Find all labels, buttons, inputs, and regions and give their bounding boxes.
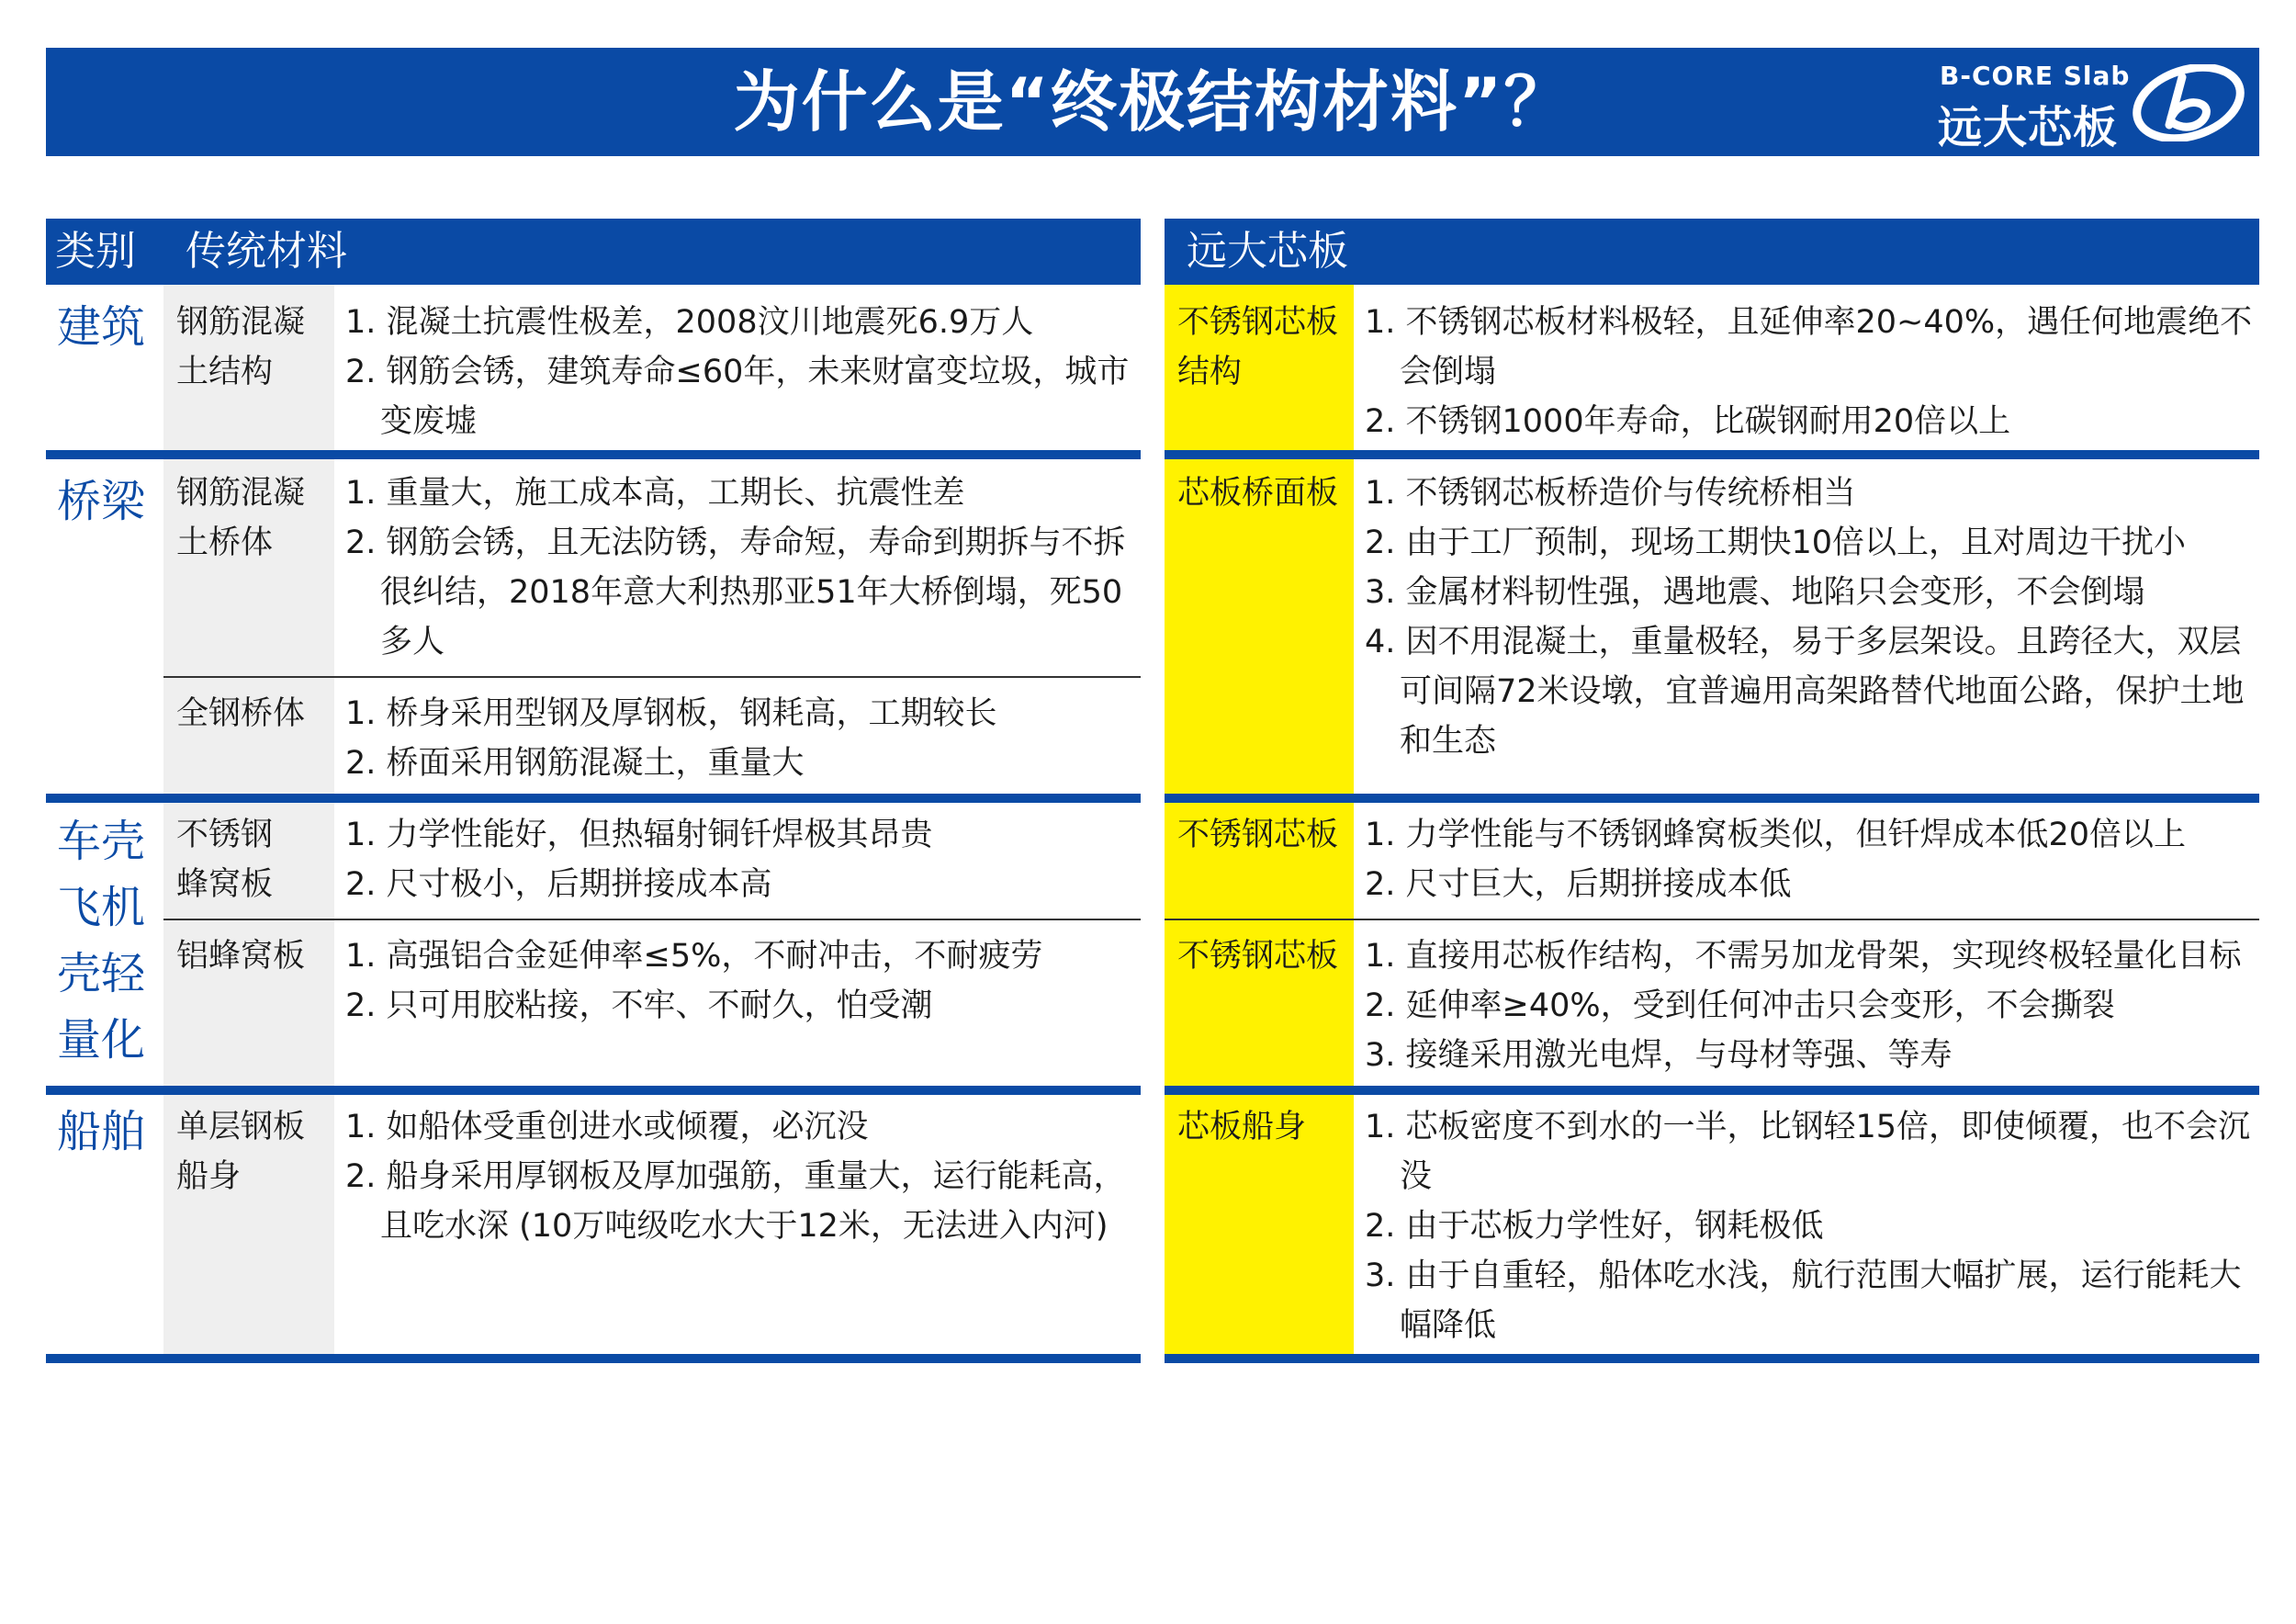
page-title: 为什么是“终极结构材料”？ (733, 63, 1572, 141)
sub-row-separator (163, 676, 1141, 678)
material-name-line: 结构 (1177, 354, 1243, 390)
broad-b-logo-icon (2129, 64, 2248, 141)
brand-name-cn: 远大芯板 (1938, 102, 2119, 153)
list-item: 1. 芯板密度不到水的一半，比钢轻15倍，即使倾覆，也不会沉没 (1365, 1109, 2251, 1195)
broad-items (1365, 810, 2254, 909)
category-vehicle-line: 量化 (57, 1014, 146, 1066)
material-name (176, 468, 305, 568)
material-name-line: 不锈钢芯板 (1177, 304, 1339, 341)
list-item: 2. 桥面采用钢筋混凝土，重量大 (345, 745, 805, 782)
category-vehicle-line: 车壳 (57, 816, 146, 867)
category-vehicle-line: 飞机 (57, 882, 146, 933)
list-item: 2. 钢筋会锈，且无法防锈，寿命短，寿命到期拆与不拆很纠结，2018年意大利热那亚51年大桥倒塌，死50多人 (345, 524, 1126, 660)
material-name-line: 全钢桥体 (176, 695, 306, 732)
list-item: 1. 高强铝合金延伸率≤5%，不耐冲击，不耐疲劳 (345, 938, 1043, 975)
list-item: 1. 桥身采用型钢及厚钢板，钢耗高，工期较长 (345, 695, 997, 732)
broad-material-name (1177, 468, 1338, 518)
list-item: 1. 不锈钢芯板桥造价与传统桥相当 (1365, 475, 1856, 512)
category-bridge: 桥梁 (57, 476, 146, 527)
material-name-line: 不锈钢芯板 (1177, 817, 1339, 853)
broad-items (1365, 931, 2254, 1080)
list-item: 1. 力学性能好，但热辐射铜钎焊极其昂贵 (345, 817, 933, 853)
category-ship: 船舶 (57, 1106, 146, 1157)
category-building: 建筑 (57, 301, 146, 353)
header-broad: 远大芯板 (1187, 228, 1348, 275)
traditional-items (345, 810, 1135, 909)
row-separator (1165, 1354, 2259, 1363)
left-table-header (46, 219, 1141, 285)
traditional-items (345, 689, 1135, 788)
sub-row-separator (1165, 919, 2259, 920)
traditional-items (345, 468, 1135, 667)
material-name (176, 810, 273, 909)
list-item: 2. 只可用胶粘接，不牢、不耐久，怕受潮 (345, 987, 933, 1024)
traditional-items (345, 298, 1135, 446)
traditional-items (345, 931, 1135, 1031)
material-name-line: 不锈钢 (176, 817, 274, 853)
broad-items (1365, 1102, 2254, 1350)
material-name-line: 铝蜂窝板 (176, 938, 306, 975)
list-item: 3. 接缝采用激光电焊，与母材等强、等寿 (1365, 1037, 1953, 1074)
material-name-line: 钢筋混凝 (176, 475, 306, 512)
category-vehicle-line: 壳轻 (57, 948, 146, 999)
broad-material-name (1177, 1102, 1306, 1152)
list-item: 2. 不锈钢1000年寿命，比碳钢耐用20倍以上 (1365, 403, 2011, 440)
list-item: 1. 如船体受重创进水或倾覆，必沉没 (345, 1109, 869, 1145)
row-separator (46, 794, 1141, 803)
brand-name-en: B-CORE Slab (1940, 61, 2131, 91)
material-name-line: 单层钢板 (176, 1109, 306, 1145)
list-item: 1. 直接用芯板作结构，不需另加龙骨架，实现终极轻量化目标 (1365, 938, 2242, 975)
list-item: 2. 尺寸极小，后期拼接成本高 (345, 866, 772, 903)
list-item: 3. 由于自重轻，船体吃水浅，航行范围大幅扩展，运行能耗大幅降低 (1365, 1257, 2242, 1344)
broad-items (1365, 298, 2254, 446)
material-name-line: 土结构 (176, 354, 274, 390)
row-separator (46, 1354, 1141, 1363)
row-separator (1165, 794, 2259, 803)
title-bar (46, 48, 2259, 156)
broad-material-name (1177, 810, 1338, 860)
broad-items (1365, 468, 2254, 766)
broad-material-name (1177, 298, 1338, 397)
material-name-line: 不锈钢芯板 (1177, 938, 1339, 975)
list-item: 1. 混凝土抗震性极差，2008汶川地震死6.9万人 (345, 304, 1034, 341)
list-item: 2. 尺寸巨大，后期拼接成本低 (1365, 866, 1792, 903)
row-separator (46, 1086, 1141, 1095)
list-item: 4. 因不用混凝土，重量极轻，易于多层架设。且跨径大，双层可间隔72米设墩，宜普遍用高架路替代地面公路，保护土地和生态 (1365, 624, 2245, 760)
list-item: 2. 钢筋会锈，建筑寿命≤60年，未来财富变垃圾，城市变废墟 (345, 354, 1130, 440)
material-name (176, 1102, 305, 1201)
list-item: 1. 力学性能与不锈钢蜂窝板类似，但钎焊成本低20倍以上 (1365, 817, 2187, 853)
header-traditional: 传统材料 (186, 228, 347, 275)
list-item: 2. 由于工厂预制，现场工期快10倍以上，且对周边干扰小 (1365, 524, 2187, 561)
material-name-line: 芯板桥面板 (1177, 475, 1339, 512)
category-vehicle (57, 808, 145, 1073)
material-name-line: 土桥体 (176, 524, 274, 561)
material-name (176, 931, 305, 981)
list-item: 2. 由于芯板力学性好，钢耗极低 (1365, 1208, 1824, 1245)
broad-material-name (1177, 931, 1338, 981)
material-name-line: 船身 (176, 1158, 242, 1195)
material-name-line: 蜂窝板 (176, 866, 274, 903)
row-separator (1165, 450, 2259, 459)
right-table-header (1165, 219, 2259, 285)
list-item: 2. 延伸率≥40%，受到任何冲击只会变形，不会撕裂 (1365, 987, 2115, 1024)
list-item: 3. 金属材料韧性强，遇地震、地陷只会变形，不会倒塌 (1365, 574, 2145, 611)
header-category: 类别 (55, 228, 136, 275)
list-item: 1. 不锈钢芯板材料极轻，且延伸率20~40%，遇任何地震绝不会倒塌 (1365, 304, 2253, 390)
material-name-line: 芯板船身 (1177, 1109, 1307, 1145)
material-name (176, 298, 305, 397)
list-item: 1. 重量大，施工成本高，工期长、抗震性差 (345, 475, 965, 512)
material-name-line: 钢筋混凝 (176, 304, 306, 341)
row-separator (46, 450, 1141, 459)
traditional-items (345, 1102, 1135, 1251)
row-separator (1165, 1086, 2259, 1095)
material-name (176, 689, 305, 739)
sub-row-separator (163, 919, 1141, 920)
list-item: 2. 船身采用厚钢板及厚加强筋，重量大，运行能耗高，且吃水深 (10万吨级吃水大于12米，无法进入内河) (345, 1158, 1126, 1245)
